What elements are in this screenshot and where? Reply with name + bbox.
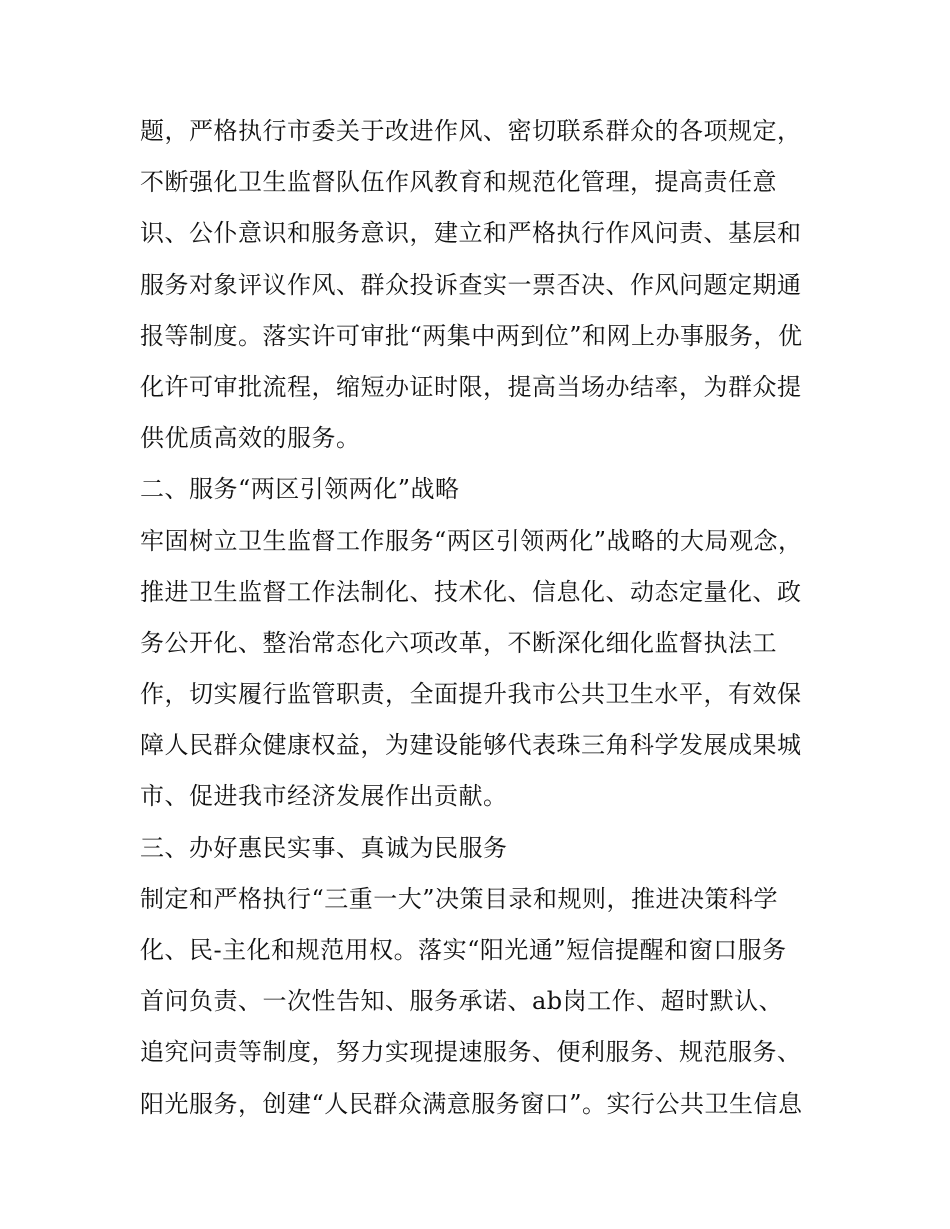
text-line: 制定和严格执行“三重一大”决策目录和规则，推进决策科学 <box>140 884 779 913</box>
text-line: 务公开化、整治常态化六项改革，不断深化细化监督执法工 <box>140 628 777 657</box>
text-line: 服务对象评议作风、群众投诉查实一票否决、作风问题定期通 <box>140 270 802 299</box>
text-line: 供优质高效的服务。 <box>140 424 361 453</box>
text-line: 识、公仆意识和服务意识，建立和严格执行作风问责、基层和 <box>140 219 802 248</box>
text-line: 牢固树立卫生监督工作服务“两区引领两化”战略的大局观念， <box>140 526 803 555</box>
text-line: 题，严格执行市委关于改进作风、密切联系群众的各项规定， <box>140 117 802 145</box>
text-line: 推进卫生监督工作法制化、技术化、信息化、动态定量化、政 <box>140 577 802 606</box>
body-text <box>140 106 830 1130</box>
text-line: 首问负责、一次性告知、服务承诺、ab岗工作、超时默认、 <box>140 987 784 1016</box>
text-line: 阳光服务，创建“人民群众满意服务窗口”。实行公共卫生信息 <box>140 1089 803 1118</box>
text-line: 市、促进我市经济发展作出贡献。 <box>140 782 508 811</box>
section-heading-3: 三、办好惠民实事、真诚为民服务 <box>140 833 508 862</box>
text-line: 作，切实履行监管职责，全面提升我市公共卫生水平，有效保 <box>140 680 802 709</box>
text-line: 化、民-主化和规范用权。落实“阳光通”短信提醒和窗口服务 <box>140 936 787 964</box>
text-line: 追究问责等制度，努力实现提速服务、便利服务、规范服务、 <box>140 1038 802 1067</box>
text-line: 障人民群众健康权益，为建设能够代表珠三角科学发展成果城 <box>140 731 802 760</box>
text-line: 报等制度。落实许可审批“两集中两到位”和网上办事服务，优 <box>140 321 803 350</box>
text-line: 不断强化卫生监督队伍作风教育和规范化管理，提高责任意 <box>140 168 777 197</box>
text-line: 化许可审批流程，缩短办证时限，提高当场办结率，为群众提 <box>140 372 802 401</box>
section-heading-2: 二、服务“两区引领两化”战略 <box>140 475 460 504</box>
